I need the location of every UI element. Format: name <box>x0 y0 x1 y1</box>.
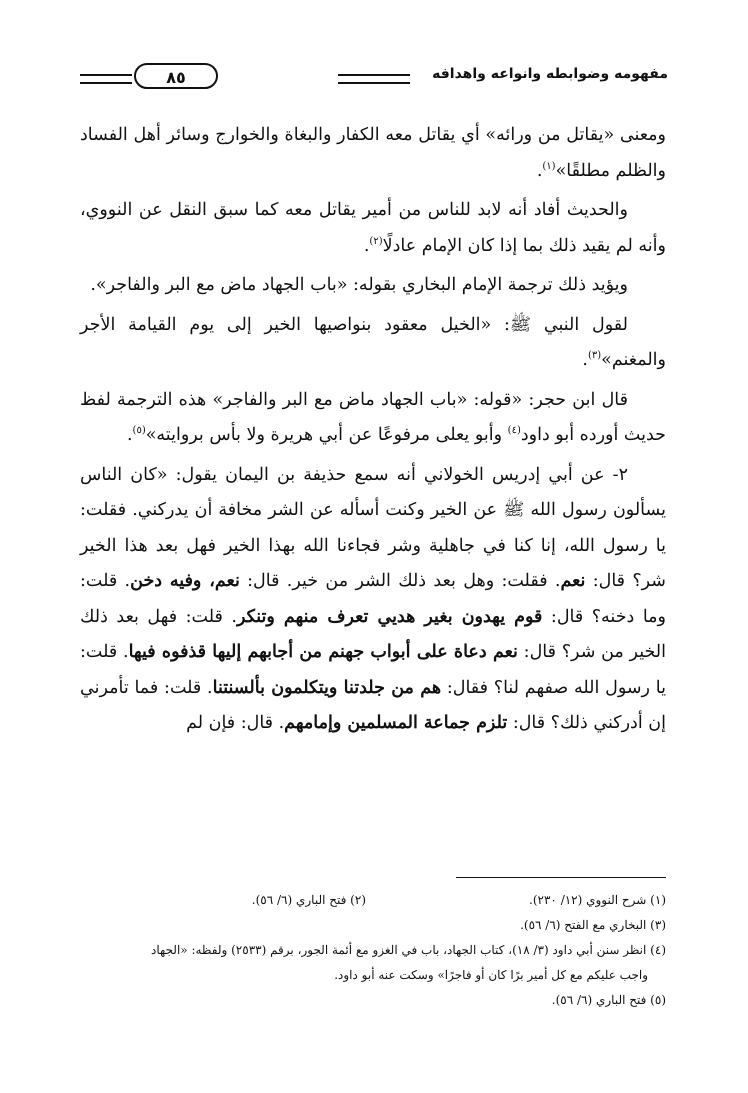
footnote-2: (٢) فتح الباري (٦/ ٥٦). <box>251 893 366 907</box>
body-text <box>80 118 666 746</box>
header-title: مفهومه وضوابطه وانواعه واهدافه <box>432 66 668 82</box>
paragraph-5: قال ابن حجر: «قوله: «باب الجهاد ماض مع البر والفاجر» هذه الترجمة لفظ حديث أورده أبو داود$^{(٤)}$ وأبو يعلى مرفوعًا عن أبي هريرة ولا بأس بروايته»$^{(٥)}$. <box>80 389 666 445</box>
footnote-ref-4: (٤) <box>507 425 521 437</box>
footnote-separator <box>456 877 666 878</box>
page-number: ٨٥ <box>134 63 218 89</box>
running-header <box>80 62 668 92</box>
footnote-row-1 <box>80 888 666 913</box>
footnote-ref-3: (٣) <box>587 350 602 362</box>
footnote-1: (١) شرح النووي (١٢/ ٢٣٠). <box>529 893 666 907</box>
paragraph-2: والحديث أفاد أنه لابد للناس من أمير يقاتل معه كما سبق النقل عن النووي، وأنه لم يقيد ذلك بما إذا كان الإمام عادلًا$^{(٢)}$. <box>80 200 666 256</box>
footnote-ref-2: (٢) <box>369 235 383 247</box>
footnote-4-continued: واجب عليكم مع كل أمير برًا كان أو فاجرًا» وسكت عنه أبو داود. <box>334 968 648 982</box>
footnote-4: (٤) انظر سنن أبي داود (٣/ ١٨)، كتاب الجهاد، باب في الغزو مع أئمة الجور، برقم (٢٥٣٣) ولفظه: «الجهاد <box>151 943 666 957</box>
footnote-5: (٥) فتح الباري (٦/ ٥٦). <box>551 993 666 1007</box>
paragraph-3: ويؤيد ذلك ترجمة الإمام البخاري بقوله: «باب الجهاد ماض مع البر والفاجر». <box>90 275 628 295</box>
footnotes <box>80 888 666 1013</box>
paragraph-6: ٢- عن أبي إدريس الخولاني أنه سمع حذيفة بن اليمان يقول: «كان الناس يسألون رسول الله ﷺ عن الخير وكنت أسأله عن الشر مخافة أن يدركني. فقلت: يا رسول الله، إنا كنا في جاهلية وشر فجاءنا الله بهذا الخير فهل بعد هذا الخير شر؟ قال: نعم. فقلت: وهل بعد ذلك الشر من خير. قال: نعم، وفيه دخن. قلت: وما دخنه؟ قال: قوم يهدون بغير هديي تعرف منهم وتنكر. قلت: فهل بعد ذلك الخير من شر؟ قال: نعم دعاة على أبواب جهنم من أجابهم إليها قذفوه فيها. قلت: يا رسول الله صفهم لنا؟ فقال: هم من جلدتنا ويتكلمون بألسنتنا. قلت: فما تأمرني إن أدركني ذلك؟ قال: تلزم جماعة المسلمين وإمامهم. قال: فإن لم <box>80 464 666 733</box>
footnote-ref-5: (٥) <box>132 425 146 437</box>
footnote-3: (٣) البخاري مع الفتح (٦/ ٥٦). <box>520 918 666 932</box>
footnote-ref-1: (١) <box>542 160 556 172</box>
header-double-rule-right <box>338 74 410 84</box>
paragraph-4: لقول النبي ﷺ: «الخيل معقود بنواصيها الخير إلى يوم القيامة الأجر والمغنم»$^{(٣)}$. <box>80 314 666 370</box>
header-double-rule-left <box>80 74 132 84</box>
paragraph-1: ومعنى «يقاتل من ورائه» أي يقاتل معه الكفار والبغاة والخوارج وسائر أهل الفساد والظلم مطلقًا»$^{(١)}$. <box>80 125 666 181</box>
